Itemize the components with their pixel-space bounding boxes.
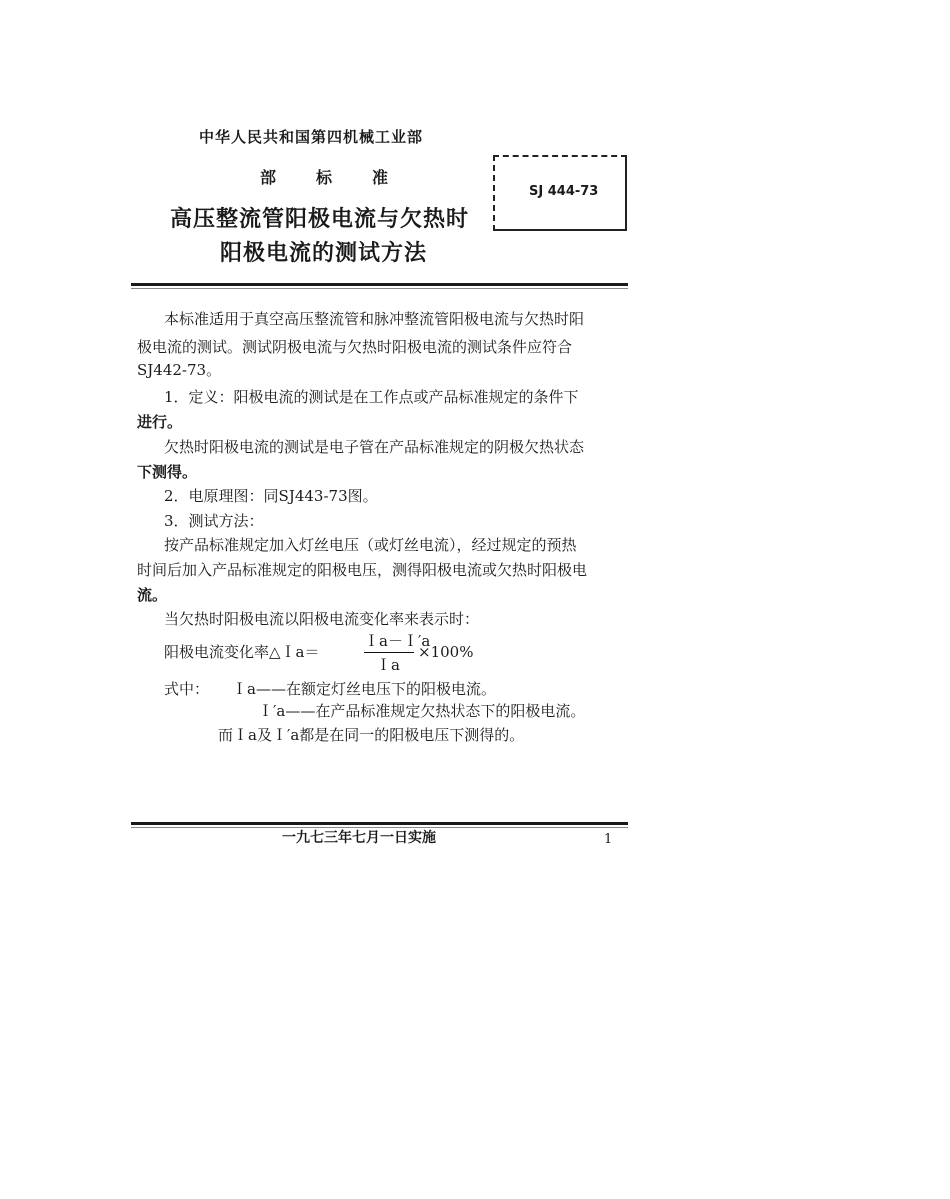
where-line-3: 而Ｉa及Ｉ′a都是在同一的阳极电压下测得的。: [218, 726, 525, 744]
where-label: 式中：: [164, 680, 210, 698]
standard-type-char: 准: [372, 168, 389, 187]
section-3-line-1: 按产品标准规定加入灯丝电压（或灯丝电流），经过规定的预热: [164, 536, 577, 554]
formula-lhs: 阳极电流变化率△Ｉa＝: [164, 643, 320, 661]
document-title-line-1: 高压整流管阳极电流与欠热时: [170, 206, 470, 232]
standard-type-char: 部: [260, 168, 277, 187]
formula-rhs: ×100%: [418, 643, 474, 661]
header-rule-thin: [131, 288, 628, 289]
fraction-bar: [364, 652, 414, 653]
intro-line-3: SJ442-73。: [137, 361, 222, 379]
header-rule: [131, 283, 628, 286]
section-3-heading: 3．测试方法：: [164, 512, 264, 530]
ministry-name: 中华人民共和国第四机械工业部: [199, 128, 424, 146]
document-title-line-2: 阳极电流的测试方法: [220, 240, 428, 266]
intro-line-2: 极电流的测试。测试阴极电流与欠热时阳极电流的测试条件应符合: [137, 338, 573, 356]
section-2: 2．电原理图：同SJ443-73图。: [164, 487, 378, 505]
section-3-line-4: 当欠热时阳极电流以阳极电流变化率来表示时：: [164, 610, 480, 628]
section-3-line-2: 时间后加入产品标准规定的阳极电压，测得阳极电流或欠热时阳极电: [137, 561, 588, 579]
intro-line-1: 本标准适用于真空高压整流管和脉冲整流管阳极电流与欠热时阳: [164, 310, 585, 328]
standard-code-box: [493, 155, 627, 231]
section-1b-line-2: 下测得。: [137, 463, 198, 481]
standard-type-char: 标: [316, 168, 333, 187]
section-3-line-3: 流。: [137, 586, 168, 604]
section-1b-line-1: 欠热时阳极电流的测试是电子管在产品标准规定的阴极欠热状态: [164, 438, 585, 456]
effective-date: 一九七三年七月一日实施: [282, 830, 436, 846]
standard-code: SJ 444-73: [529, 184, 599, 199]
formula-numerator: Ｉa－Ｉ′a: [364, 632, 431, 650]
where-line-2: Ｉ′a——在产品标准规定欠热状态下的阳极电流。: [258, 702, 586, 720]
section-1-line-2: 进行。: [137, 413, 183, 431]
page-number: 1: [604, 832, 613, 847]
standard-type: [260, 165, 428, 188]
formula-denominator: Ｉa: [376, 656, 400, 674]
footer-rule: [131, 822, 628, 825]
where-line-1: Ｉa——在额定灯丝电压下的阳极电流。: [232, 680, 496, 698]
section-1-line-1: 1．定义：阳极电流的测试是在工作点或产品标准规定的条件下: [164, 388, 579, 406]
